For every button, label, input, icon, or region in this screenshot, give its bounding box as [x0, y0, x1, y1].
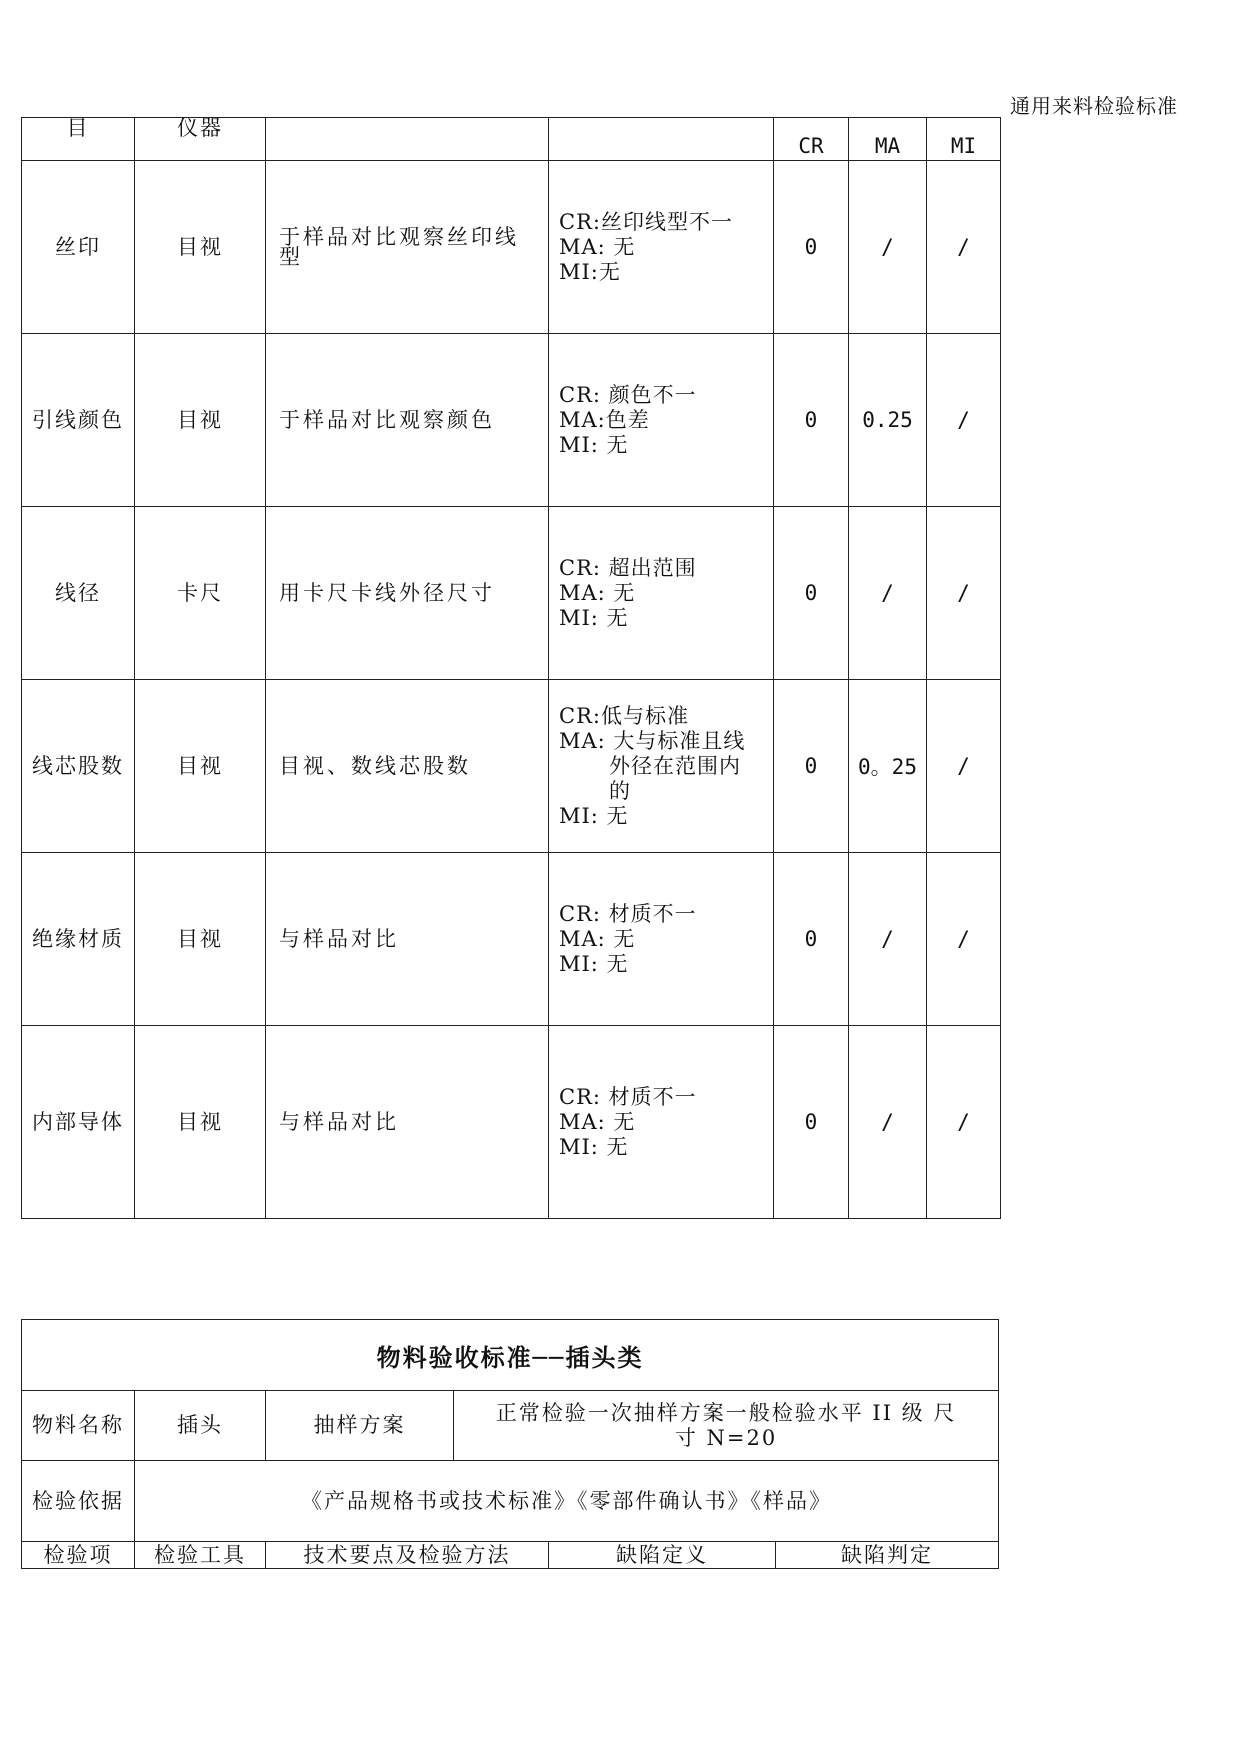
inspection-item: 绝缘材质	[22, 853, 135, 1026]
ma-value: /	[849, 1026, 927, 1219]
inspection-tool: 目视	[135, 1026, 266, 1219]
ma-value: /	[849, 161, 927, 334]
plug-acceptance-table	[21, 1319, 999, 1569]
header-mi: MI	[927, 118, 1001, 161]
inspection-item: 丝印	[22, 161, 135, 334]
header-definition-cell	[549, 118, 774, 161]
defect-definition-line: CR:丝印线型不一	[559, 209, 733, 234]
column-defect-definition: 缺陷定义	[549, 1542, 776, 1569]
defect-definition-line: MI:无	[559, 259, 621, 284]
inspection-tool: 目视	[135, 161, 266, 334]
defect-definition-line: MI: 无	[559, 951, 629, 976]
defect-definition-line: CR: 材质不一	[559, 901, 697, 926]
inspection-item: 内部导体	[22, 1026, 135, 1219]
defect-definition-line: MA: 大与标准且线	[559, 728, 746, 753]
inspection-method: 于样品对比观察丝印线型	[266, 161, 549, 334]
basis-label: 检验依据	[22, 1461, 135, 1542]
table-row	[22, 334, 1001, 507]
defect-definition-line: MA: 无	[559, 1109, 636, 1134]
table-row	[22, 1026, 1001, 1219]
column-method: 技术要点及检验方法	[266, 1542, 549, 1569]
header-cr: CR	[774, 118, 849, 161]
inspection-item: 引线颜色	[22, 334, 135, 507]
mi-value: /	[927, 161, 1001, 334]
defect-definition	[549, 161, 774, 334]
defect-definition	[549, 334, 774, 507]
cr-value: 0	[774, 1026, 849, 1219]
defect-definition-line: CR: 颜色不一	[559, 382, 697, 407]
defect-definition-line: 的	[609, 778, 631, 803]
cr-value: 0	[774, 680, 849, 853]
inspection-method: 于样品对比观察颜色	[266, 334, 549, 507]
defect-definition-line: MI: 无	[559, 432, 629, 457]
document-header-note: 通用来料检验标准	[1010, 94, 1178, 118]
table-row	[22, 161, 1001, 334]
ma-value: 0。25	[849, 680, 927, 853]
table-row	[22, 680, 1001, 853]
inspection-method: 目视、数线芯股数	[266, 680, 549, 853]
sampling-label: 抽样方案	[266, 1391, 454, 1461]
inspection-tool: 目视	[135, 853, 266, 1026]
cr-value: 0	[774, 853, 849, 1026]
defect-definition	[549, 1026, 774, 1219]
defect-definition-line: CR: 材质不一	[559, 1084, 697, 1109]
defect-definition-line: MI: 无	[559, 1134, 629, 1159]
cr-value: 0	[774, 507, 849, 680]
cr-value: 0	[774, 334, 849, 507]
defect-definition-line: MA: 无	[559, 926, 636, 951]
defect-definition	[549, 853, 774, 1026]
inspection-standards-table	[21, 117, 1001, 1219]
mi-value: /	[927, 334, 1001, 507]
defect-definition-line: MA: 无	[559, 580, 636, 605]
defect-definition	[549, 507, 774, 680]
defect-definition-line: CR: 超出范围	[559, 555, 697, 580]
inspection-method: 用卡尺卡线外径尺寸	[266, 507, 549, 680]
defect-definition-line: MA: 无	[559, 234, 636, 259]
table-row	[22, 507, 1001, 680]
defect-definition-line: 外径在范围内	[609, 753, 741, 778]
defect-definition-line: CR:低与标准	[559, 703, 689, 728]
inspection-method: 与样品对比	[266, 853, 549, 1026]
mi-value: /	[927, 507, 1001, 680]
column-defect-judgement: 缺陷判定	[776, 1542, 999, 1569]
header-item-fragment: 目	[22, 118, 135, 161]
table-row	[22, 853, 1001, 1026]
defect-definition-line: MA:色差	[559, 407, 650, 432]
table-title: 物料验收标准──插头类	[22, 1320, 999, 1391]
inspection-tool: 卡尺	[135, 507, 266, 680]
defect-definition	[549, 680, 774, 853]
ma-value: /	[849, 853, 927, 1026]
mi-value: /	[927, 853, 1001, 1026]
header-ma: MA	[849, 118, 927, 161]
header-method-cell	[266, 118, 549, 161]
material-name-value: 插头	[135, 1391, 266, 1461]
column-inspection-item: 检验项	[22, 1542, 135, 1569]
material-name-label: 物料名称	[22, 1391, 135, 1461]
ma-value: /	[849, 507, 927, 680]
inspection-tool: 目视	[135, 680, 266, 853]
defect-definition-line: MI: 无	[559, 803, 629, 828]
inspection-item: 线径	[22, 507, 135, 680]
mi-value: /	[927, 1026, 1001, 1219]
mi-value: /	[927, 680, 1001, 853]
inspection-tool: 目视	[135, 334, 266, 507]
ma-value: 0.25	[849, 334, 927, 507]
column-inspection-tool: 检验工具	[135, 1542, 266, 1569]
cr-value: 0	[774, 161, 849, 334]
sampling-value: 正常检验一次抽样方案一般检验水平 II 级 尺寸 N=20	[454, 1391, 999, 1461]
inspection-method: 与样品对比	[266, 1026, 549, 1219]
header-tool-fragment: 仪器	[135, 118, 266, 161]
table-header-row	[22, 118, 1001, 161]
basis-value: 《产品规格书或技术标准》《零部件确认书》《样品》	[135, 1461, 999, 1542]
defect-definition-line: MI: 无	[559, 605, 629, 630]
inspection-item: 线芯股数	[22, 680, 135, 853]
